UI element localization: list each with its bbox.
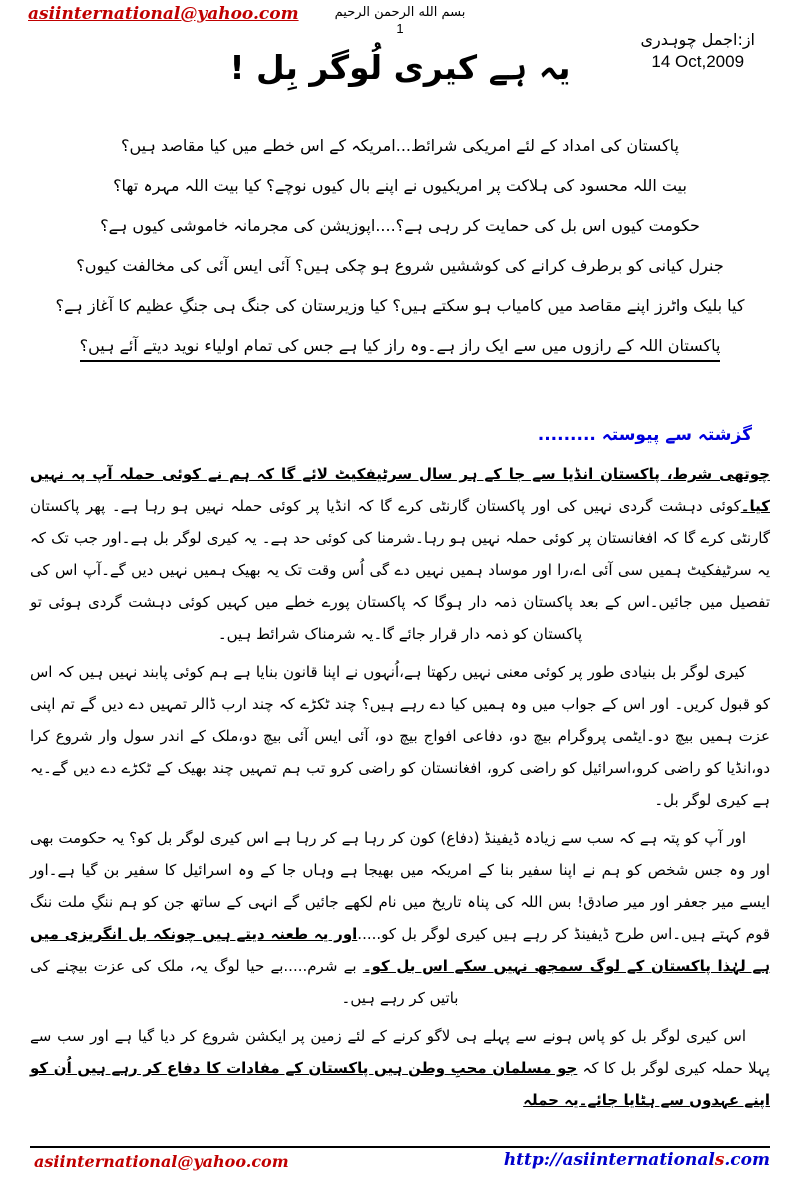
paragraph-lead-emphasis: چوتھی شرط، پاکستان انڈیا سے جا کے ہر سال سرٹیفکیٹ لائے گا کہ ہم نے کوئی حملہ آپ پہ نہیں کیا۔ xyxy=(30,465,770,515)
question-line: کیا بلیک واٹرز اپنے مقاصد میں کامیاب ہو سکتے ہیں؟ کیا وزیرستان کی جنگ ہی جنگِ عظیم کا آغاز ہے؟ xyxy=(55,296,745,315)
paragraph xyxy=(30,822,770,1014)
url-part-red-s: s xyxy=(714,1150,725,1170)
question-line-underlined xyxy=(0,326,800,366)
question-line: بیت اللہ محسود کی ہلاکت پر امریکیوں نے اپنے بال کیوں نوچے؟ کیا بیت اللہ مہرہ تھا؟ xyxy=(113,176,687,195)
paragraph-text: اور آپ کو پتہ ہے کہ سب سے زیادہ ڈیفینڈ (دفاع) کون کر رہا ہے کر رہا ہے اس کیری لوگر بل کو؟ یہ حکومت بھی اور وہ جس شخص کو ہم نے اپنا سفیر بنا کے امریکہ میں بھیجا ہے وہاں جا کے وہ اسرائیل کا سفیر بن گیا ہے۔اور ایسے میر جعفر اور میر صادق! بس اللہ کی پناہ تاریخ میں نام لکھے جائیں گے انہی کے ساتھ جن کو ہم ننگِ ملت ننگ قوم کہتے ہیں۔اس طرح ڈیفینڈ کر رہے ہیں کیری لوگر بل کو..... xyxy=(30,829,770,943)
intro-questions xyxy=(0,126,800,366)
paragraph-emphasis: جو مسلمان محبِ وطن ہیں پاکستان کے مفادات کا دفاع کر رہے ہیں اُن کو اپنے عہدوں سے ہٹایا جائے۔یہ حملہ xyxy=(30,1059,770,1109)
section-heading-continued: گزشتہ سے پیوستہ ......... xyxy=(537,425,752,445)
question-line-text: پاکستان اللہ کے رازوں میں سے ایک راز ہے۔وہ راز کیا ہے جس کی تمام اولیاء نوید دیتے آئے ہیں؟ xyxy=(80,336,721,362)
footer-email-link[interactable]: asiinternational@yahoo.com xyxy=(34,1152,289,1171)
url-part: .com xyxy=(724,1150,770,1170)
bismillah-text: بسم الله الرحمن الرحيم xyxy=(334,5,466,20)
paragraph xyxy=(30,1020,770,1116)
page-number: 1 xyxy=(396,21,404,36)
footer-divider xyxy=(30,1146,770,1148)
paragraph xyxy=(30,458,770,650)
question-line: جنرل کیانی کو برطرف کرانے کی کوششیں شروع ہو چکی ہیں؟ آئی ایس آئی کی مخالفت کیوں؟ xyxy=(76,256,724,275)
paragraph-text: کوئی دہشت گردی نہیں کی اور پاکستان گارنٹی کرے گا کہ انڈیا پر کوئی حملہ نہیں ہو رہا ہے۔ پھر پاکستان گارنٹی کرے گا کہ افغانستان پر کوئی حملہ نہیں ہو رہا۔شرمنا کی کوئی حد ہے۔ یہ کیری لوگر بل ہے۔اور جب تک کہ یہ سرٹیفکیٹ ہمیں سی آئی اے،را اور موساد ہمیں نہیں دے گی اُس وقت تک یہ بھیک ہمیں نہیں دیں گے۔آپ اس کی تفصیل میں جائیں۔اس کے بعد پاکستان ذمہ دار ہوگا کہ پاکستان پورے خطے میں کہیں کوئی دہشت گردی ہوئی تو پاکستان کو ذمہ دار قرار جائے گا۔یہ شرمناک شرائط ہیں۔ xyxy=(30,497,770,643)
question-line: پاکستان کی امداد کے لئے امریکی شرائط...امریکہ کے اس خطے میں کیا مقاصد ہیں؟ xyxy=(120,136,679,155)
paragraph-emphasis: اور یہ طعنہ دیتے ہیں چونکہ بل انگریزی میں ہے لہٰذا پاکستان کے لوگ سمجھ نہیں سکے اس بل کو۔ xyxy=(30,925,770,975)
footer-website-link[interactable] xyxy=(504,1150,770,1170)
article-body xyxy=(30,458,770,1122)
author-byline: از:اجمل چوہدری xyxy=(640,30,755,49)
article-title: یہ ہے کیری لُوگر بِل ! xyxy=(229,48,571,87)
article-date: 14 Oct,2009 xyxy=(651,52,745,71)
question-line: حکومت کیوں اس بل کی حمایت کر رہی ہے؟....اپوزیشن کی مجرمانہ خاموشی کیوں ہے؟ xyxy=(100,216,700,235)
paragraph xyxy=(30,656,770,816)
paragraph-text: اس کیری لوگر بل کو پاس ہونے سے پہلے ہی لاگو کرنے کے لئے زمین پر ایکشن شروع کر دیا گیا ہے اور سب سے پہلا حملہ کیری لوگر بل کا کہ xyxy=(30,1027,770,1077)
header-email-link[interactable]: asiinternational@yahoo.com xyxy=(28,4,299,24)
url-part: http://asiinternational xyxy=(503,1150,715,1170)
paragraph-text: بے شرم.....بے حیا لوگ یہ، ملک کی عزت بیچنے کی باتیں کر رہے ہیں۔ xyxy=(30,957,459,1007)
paragraph-text: کیری لوگر بل بنیادی طور پر کوئی معنی نہیں رکھتا ہے،اُنہوں نے اپنا قانون بنایا ہے ہم کوئی پابند نہیں ہیں کہ اس کو قبول کریں۔ اور اس کے جواب میں وہ ہمیں کیا دے رہے ہیں؟ چند ٹکڑے کہ چند ارب ڈالر تمہیں دے دیں گے تم اپنی عزت ہمیں بیچ دو۔ایٹمی پروگرام بیچ دو، دفاعی افواج بیچ دو، آئی ایس آئی بیچ دو،ملک کے اندر سول وار شروع کرا دو،انڈیا کو راضی کرو،اسرائیل کو راضی کرو، افغانستان کو راضی کرو تب ہم تمہیں چند بھیک کے ٹکڑے دے دیں گے۔یہ ہے کیری لوگر بل۔ xyxy=(30,663,770,809)
